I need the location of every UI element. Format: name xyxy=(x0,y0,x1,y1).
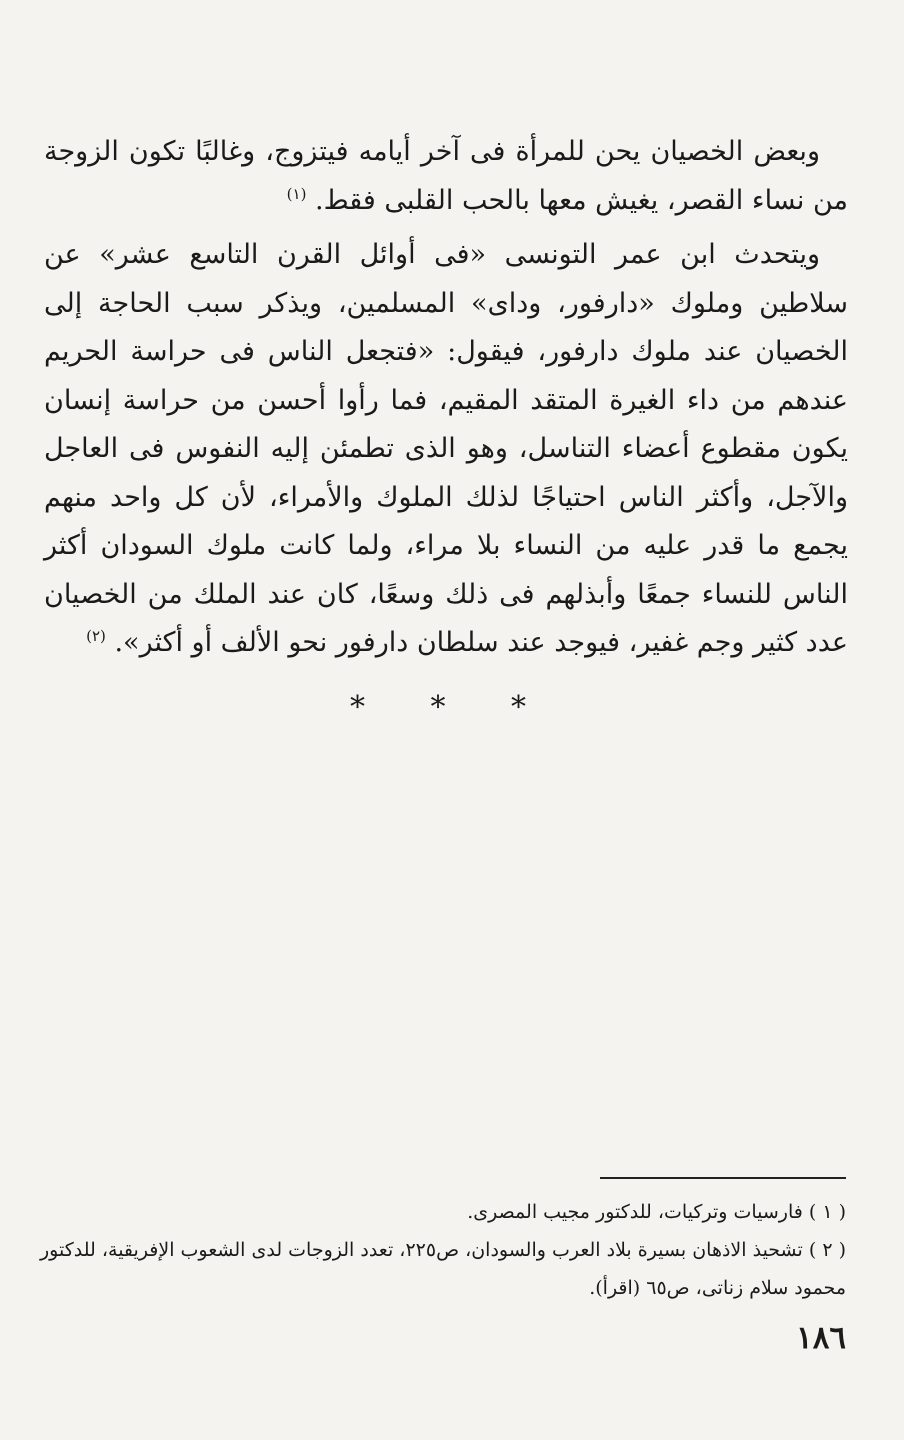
paragraph-2-text: ويتحدث ابن عمر التونسى «فى أوائل القرن التاسع عشر» عن سلاطين وملوك «دارفور، وداى» المسلمين، ويذكر سبب الحاجة إلى الخصيان عند ملوك دارفور، فيقول: «فتجعل الناس فى حراسة الحريم عندهم من داء الغيرة المتقد المقيم، فما رأوا أحسن من حراسة إنسان يكون مقطوع أعضاء التناسل، وهو الذى تطمئن إليه النفوس فى العاجل والآجل، وأكثر الناس احتياجًا لذلك الملوك والأمراء، لأن كل واحد منهم يجمع ما قدر عليه من النساء بلا مراء، ولما كانت ملوك السودان أكثر الناس للنساء جمعًا وأبذلهم فى ذلك وسعًا، كان عند الملك من الخصيان عدد كثير وجم غفير، فيوجد عند سلطان دارفور نحو الألف أو أكثر». xyxy=(44,239,848,658)
footnotes xyxy=(40,1193,846,1307)
page-number: ١٨٦ xyxy=(796,1320,846,1356)
section-separator: * * * xyxy=(349,690,555,725)
main-text xyxy=(44,128,848,668)
footnote-ref-1: (١) xyxy=(286,184,307,203)
paragraph-1 xyxy=(44,128,848,225)
footnote-1: ( ١ ) فارسيات وتركيات، للدكتور مجيب المصرى. xyxy=(467,1201,846,1223)
paragraph-1-text: وبعض الخصيان يحن للمرأة فى آخر أيامه فيتزوج، وغالبًا تكون الزوجة من نساء القصر، يغيش معها بالحب القلبى فقط. xyxy=(44,136,848,216)
footnote-2: ( ٢ ) تشحيذ الاذهان بسيرة بلاد العرب والسودان، ص٢٢٥، تعدد الزوجات لدى الشعوب الإفريقية، للدكتور محمود سلام زناتى، ص٦٥ (اقرأ). xyxy=(40,1239,846,1299)
footnote-ref-2: (٢) xyxy=(86,627,106,645)
paragraph-2 xyxy=(44,231,848,668)
footnote-divider xyxy=(600,1177,846,1179)
